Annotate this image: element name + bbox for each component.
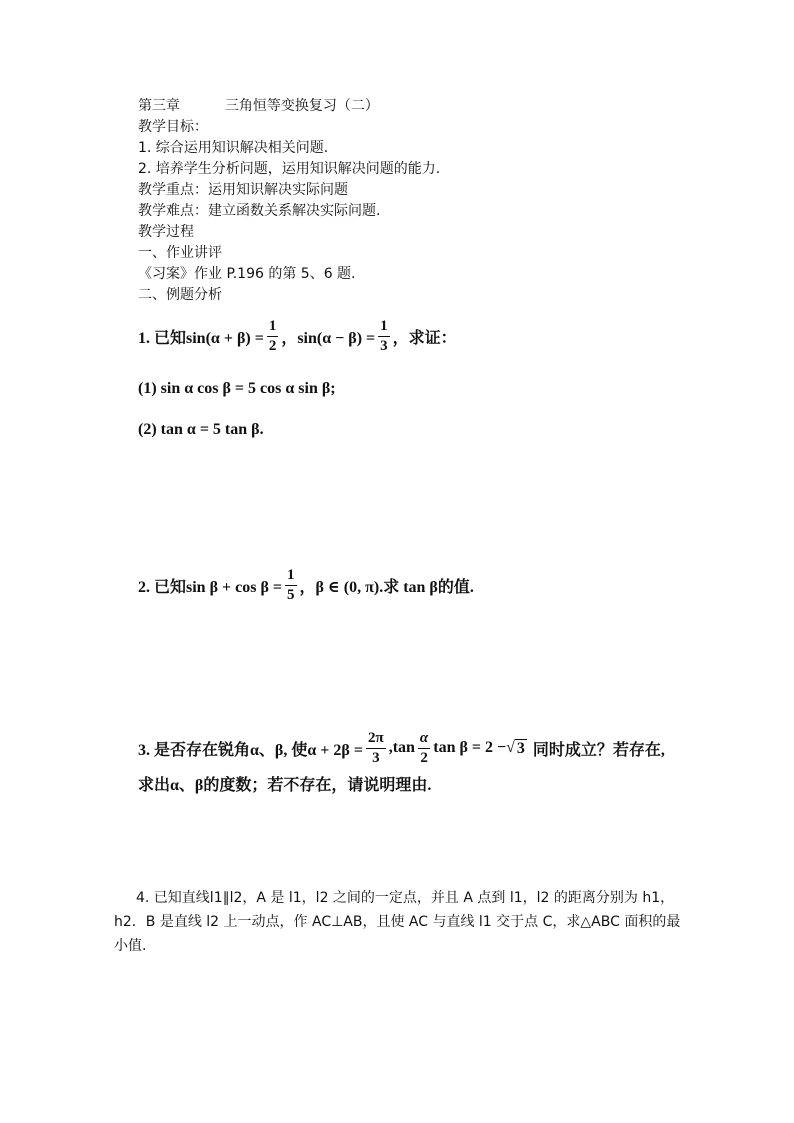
problem-4-statement: 4. 已知直线l1∥l2，A 是 l1，l2 之间的一定点，并且 A 点到 l1，l2 的距离分别为 h1，h2．B 是直线 l2 上一动点，作 AC⊥AB，且使 AC 与直线 l1 交于点 C，求△ABC 面积的最小值. — [114, 890, 681, 954]
section-examples: 二、例题分析 — [138, 287, 222, 303]
problem-1-mid: ，sin(α − β) = — [281, 329, 376, 347]
objective-item-2: 2. 培养学生分析问题，运用知识解决问题的能力. — [138, 161, 441, 177]
process-heading: 教学过程 — [138, 224, 194, 240]
problem-3-line-2: 求出α、β的度数；若不存在，请说明理由. — [138, 776, 432, 794]
problem-2-lead: 2. 已知sin β + cos β = — [138, 578, 282, 596]
problem-3-fraction-2: $\frac{\alpha}{2}$ — [419, 729, 429, 766]
chapter-heading — [138, 96, 379, 116]
problem-3-mid2: tan β = 2 − — [433, 739, 507, 756]
problem-1-statement — [138, 316, 457, 356]
problem-2-statement — [138, 565, 474, 605]
section-homework-review: 一、作业讲评 — [138, 245, 222, 261]
homework-reference: 《习案》作业 P.196 的第 5、6 题. — [138, 266, 356, 282]
problem-1-part-2: (2) tan α = 5 tan β. — [138, 421, 264, 438]
problem-1-tail: ，求证： — [392, 329, 457, 347]
problem-2-fraction: $\frac{1}{5}$ — [287, 566, 295, 603]
problem-3-mid: ,tan — [388, 739, 415, 756]
problem-3-lead: 3. 是否存在锐角α、β, 使α + 2β = — [138, 741, 363, 759]
problem-1-lead: 1. 已知sin(α + β) = — [138, 329, 264, 347]
key-point: 教学重点：运用知识解决实际问题 — [138, 182, 348, 198]
problem-2-tail: ，β ∈ (0, π).求 tan β的值. — [299, 578, 474, 596]
sqrt-sign-icon: √ — [506, 738, 515, 756]
problem-3-fraction-1: $\frac{2\pi}{3}$ — [367, 729, 384, 766]
problem-3-sqrt: √ 3 — [506, 738, 525, 757]
chapter-label: 第三章 — [138, 98, 180, 114]
problem-3-statement — [138, 727, 665, 769]
difficulty: 教学难点：建立函数关系解决实际问题. — [138, 203, 381, 219]
problem-3-tail: 同时成立？若存在, — [532, 741, 665, 759]
problem-1-fraction-1: $\frac{1}{2}$ — [268, 317, 277, 354]
objective-item-1: 1. 综合运用知识解决相关问题. — [138, 140, 329, 156]
page-title: 三角恒等变换复习（二） — [224, 98, 379, 114]
problem-1-fraction-2: $\frac{1}{3}$ — [380, 317, 388, 354]
problem-1-part-1: (1) sin α cos β = 5 cos α sin β; — [138, 380, 336, 397]
objectives-heading: 教学目标： — [138, 119, 208, 135]
